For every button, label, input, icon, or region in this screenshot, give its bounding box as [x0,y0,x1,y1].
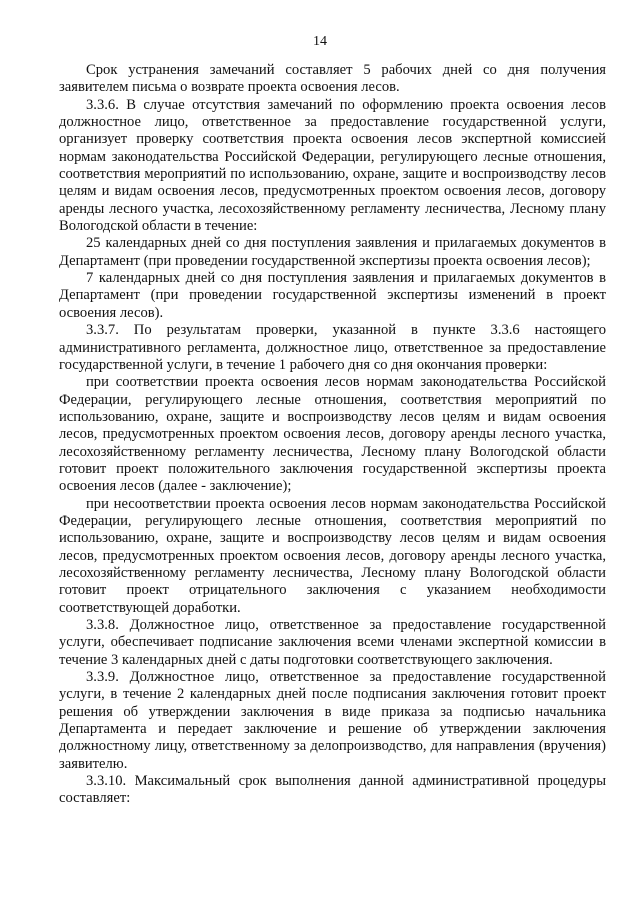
paragraph-negative-conclusion: при несоответствии проекта освоения лесов нормам законодательства Российской Федерации, регулирующего лесные отношения, соответствия мероприятий по использованию, охране, защите и воспроизводству лесов целям и видам освоения лесов, предусмотренных проектом освоения лесов, договору аренды лесного участка, лесохозяйственному регламенту лесничества, Лесному плану Вологодской области готовит проект отрицательного заключения с указанием необходимости соответствующей доработки. [59,495,606,616]
paragraph-3-3-7: 3.3.7. По результатам проверки, указанной в пункте 3.3.6 настоящего административного регламента, должностное лицо, ответственное за предоставление государственной услуги, в течение 1 рабочего дня со дня окончания проверки: [59,322,606,373]
paragraph-3-3-9: 3.3.9. Должностное лицо, ответственное за предоставление государственной услуги, в течение 2 календарных дней после подписания заключения готовит проект решения об утверждении заключения в виде приказа за подписью начальника Департамента и передает заключение и решение об утверждении заключения должностному лицу, ответственному за делопроизводство, для направления (вручения) заявителю. [59,669,606,772]
page-number: 14 [313,34,327,49]
paragraph-correction-deadline: Срок устранения замечаний составляет 5 рабочих дней со дня получения заявителем письма о возврате проекта освоения лесов. [59,62,606,96]
document-body [59,62,606,808]
paragraph-3-3-6: 3.3.6. В случае отсутствия замечаний по оформлению проекта освоения лесов должностное лицо, ответственное за предоставление государственной услуги, организует проверку соответствия проекта освоения лесов экспертной комиссией нормам законодательства Российской Федерации, регулирующего лесные отношения, соответствия мероприятий по использованию, охране, защите и воспроизводству лесов целям и видам освоения лесов, предусмотренных проектом освоения лесов, договору аренды лесного участка, лесохозяйственному регламенту лесничества, Лесному плану Вологодской области в течение: [59,96,606,235]
paragraph-7-days: 7 календарных дней со дня поступления заявления и прилагаемых документов в Департамент (при проведении государственной экспертизы изменений в проект освоения лесов). [59,270,606,321]
paragraph-3-3-8: 3.3.8. Должностное лицо, ответственное за предоставление государственной услуги, обеспечивает подписание заключения всеми членами экспертной комиссии в течение 3 календарных дней с даты подготовки соответствующего заключения. [59,617,606,668]
paragraph-positive-conclusion: при соответствии проекта освоения лесов нормам законодательства Российской Федерации, регулирующего лесные отношения, соответствия мероприятий по использованию, охране, защите и воспроизводству лесов целям и видам освоения лесов, предусмотренных проектом освоения лесов, договору аренды лесного участка, лесохозяйственному регламенту лесничества, Лесному плану Вологодской области готовит проект положительного заключения государственной экспертизы проекта освоения лесов (далее - заключение); [59,374,606,495]
paragraph-3-3-10: 3.3.10. Максимальный срок выполнения данной административной процедуры составляет: [59,773,606,807]
paragraph-25-days: 25 календарных дней со дня поступления заявления и прилагаемых документов в Департамент (при проведении государственной экспертизы проекта освоения лесов); [59,235,606,269]
